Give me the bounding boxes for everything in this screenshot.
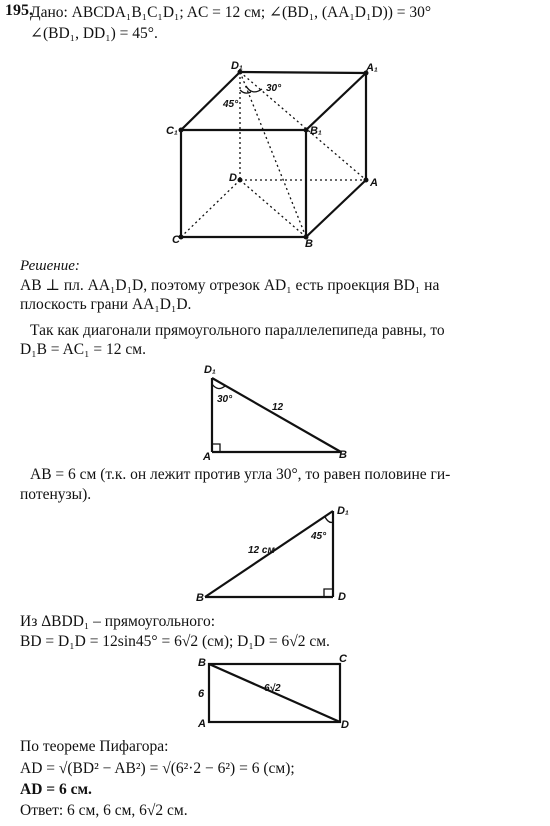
fig3-label-b: B <box>196 592 204 604</box>
p2-line-1: Так как диагонали прямоугольного параллелепипеда равны, то <box>30 322 445 339</box>
fig2-right-angle <box>212 444 220 452</box>
label-d1: D₁ <box>231 60 243 72</box>
solution-heading: Решение: <box>20 258 80 274</box>
p3-line-2: потенузы). <box>20 486 92 503</box>
label-b: B <box>305 238 313 250</box>
p1-line-2: плоскость грани AA₁D₁D. <box>20 296 192 313</box>
p5-line-2: AD = √(BD² − AB²) = √(6²·2 − 6²) = 6 (см); <box>20 760 295 777</box>
p3-line-1: AB = 6 см (т.к. он лежит против угла 30°, то равен половине ги- <box>30 466 451 483</box>
fig2-hyp-label: 12 <box>272 402 284 413</box>
fig3-label-d1: D₁ <box>337 505 349 517</box>
edge-c-d <box>181 180 240 237</box>
fig3-angle-arc <box>325 517 333 522</box>
label-d: D <box>229 172 237 184</box>
fig4-label-a: A <box>198 718 206 730</box>
fig4-side-label: 6 <box>198 688 205 700</box>
fig4-diag-label: 6√2 <box>264 683 281 694</box>
edge-d1-a1 <box>240 72 366 73</box>
p1-line-1: AB ⊥ пл. AA₁D₁D, поэтому отрезок AD₁ есть проекция BD₁ на <box>20 277 440 294</box>
fig2-hyp <box>212 378 341 452</box>
fig4-label-b: B <box>198 657 206 669</box>
fig3-label-d: D <box>338 591 346 603</box>
diag-d1-b <box>240 72 306 237</box>
fig2-label-a: A <box>203 451 211 463</box>
fig2-angle: 30° <box>217 394 233 405</box>
label-a1: A₁ <box>366 62 378 74</box>
fig3-angle: 45° <box>311 531 327 542</box>
given-line-1: Дано: ABCDA₁B₁C₁D₁; AC = 12 см; ∠(BD₁, (AA₁D₁D)) = 30° <box>30 4 432 21</box>
angle-45-label: 45° <box>223 99 239 110</box>
fig3-right-angle <box>324 589 333 597</box>
label-c1: C₁ <box>166 125 178 137</box>
label-c: C <box>172 234 180 246</box>
edge-b1-a1 <box>306 73 366 130</box>
fig2-label-d1: D₁ <box>204 364 216 376</box>
angle-30-label: 30° <box>266 83 282 94</box>
edge-b-a <box>306 180 366 237</box>
diag-d1-a <box>240 72 366 180</box>
p4-line-1: Из ΔBDD₁ – прямоугольного: <box>20 613 216 630</box>
problem-number: 195. <box>5 2 33 19</box>
diag-d-b <box>240 180 306 237</box>
p5-line-3: AD = 6 см. <box>20 781 92 798</box>
fig4-label-d: D <box>341 719 349 731</box>
label-b1: B₁ <box>310 125 322 137</box>
p5-line-1: По теореме Пифагора: <box>20 738 169 755</box>
fig4-label-c: C <box>339 653 347 665</box>
label-a: A <box>370 177 378 189</box>
p4-line-2: BD = D₁D = 12sin45° = 6√2 (см); D₁D = 6√2 см. <box>20 633 330 650</box>
fig3-hyp-label: 12 см <box>248 545 275 556</box>
answer: Ответ: 6 см, 6 см, 6√2 см. <box>20 802 188 819</box>
fig2-label-b: B <box>339 449 347 461</box>
given-line-2: ∠(BD₁, DD₁) = 45°. <box>30 25 158 42</box>
p2-line-2: D₁B = AC₁ = 12 см. <box>20 341 146 358</box>
